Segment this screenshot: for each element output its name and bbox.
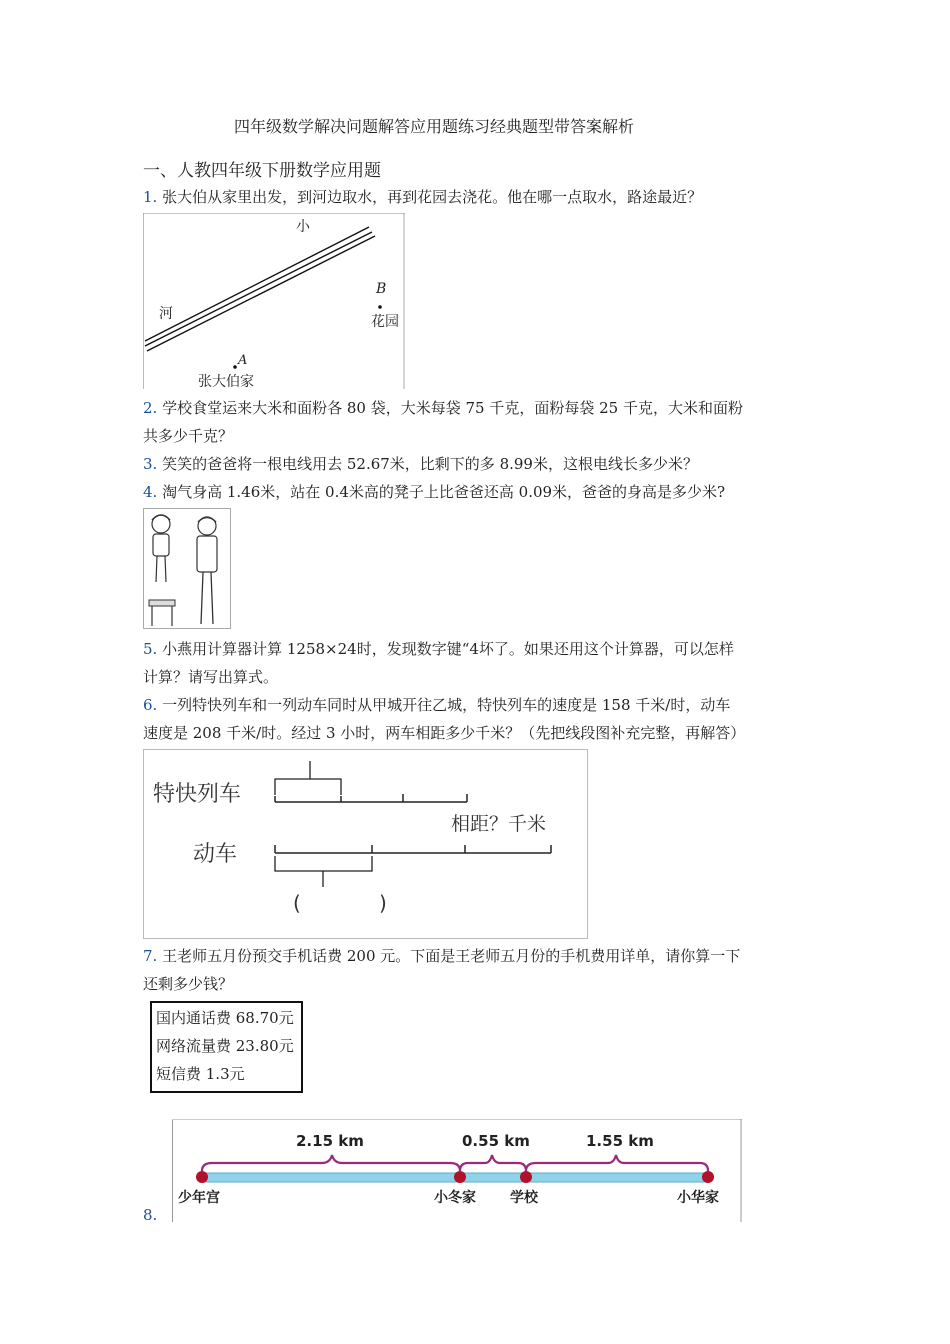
place-xiaodong-home: 小冬家 <box>434 1190 476 1206</box>
place-shaonian-gong: 少年宫 <box>178 1190 220 1206</box>
page-title: 四年级数学解决问题解答应用题练习经典题型带答案解析 <box>234 117 635 136</box>
question-number: 7. <box>143 947 158 965</box>
question-number: 3. <box>143 455 158 473</box>
question-7-line-2: 还剩多少钱？ <box>143 975 234 993</box>
question-2 <box>143 398 743 418</box>
river-bank-line <box>145 227 369 341</box>
question-text: 学校食堂运来大米和面粉各 80 袋，大米每袋 75 千克，面粉每袋 25 千克，大米和面粉 <box>162 399 743 417</box>
question-1 <box>143 187 702 207</box>
question-5-line-2: 计算？请写出算式。 <box>143 668 279 686</box>
brace-school-to-xiaohua <box>526 1155 708 1171</box>
bill-item-sms: 短信费 1.3元 <box>156 1065 245 1083</box>
distance-label: 相距？千米 <box>451 813 547 835</box>
place-school: 学校 <box>510 1190 538 1206</box>
phone-bill-box <box>150 1001 303 1093</box>
stool <box>149 600 175 606</box>
question-3 <box>143 454 698 474</box>
section-heading: 一、人教四年级下册数学应用题 <box>143 161 381 181</box>
question-text: 淘气身高 1.46米，站在 0.4米高的凳子上比爸爸还高 0.09米，爸爸的身高是多少米? <box>162 483 726 501</box>
xiaohua-home-dot <box>702 1171 714 1183</box>
boy-and-dad-illustration <box>143 508 231 629</box>
question-number: 5. <box>143 640 158 658</box>
question-text: 张大伯从家里出发，到河边取水，再到花园去浇花。他在哪一点取水，路途最近？ <box>162 188 703 206</box>
river-bank-line <box>147 236 375 351</box>
question-number: 1. <box>143 188 158 206</box>
question-4 <box>143 482 725 502</box>
bill-item-data-traffic: 网络流量费 23.80元 <box>156 1037 294 1055</box>
question-number: 6. <box>143 696 158 714</box>
shaonian-gong-dot <box>196 1171 208 1183</box>
bill-item-domestic-calls: 国内通话费 68.70元 <box>156 1009 294 1027</box>
place-xiaohua-home: 小华家 <box>677 1190 719 1206</box>
question-8 <box>143 1205 157 1225</box>
line-segment-diagram <box>143 749 588 939</box>
point-a-label: A <box>238 353 248 368</box>
question-number: 4. <box>143 483 158 501</box>
question-6 <box>143 695 730 715</box>
high-speed-train-brace <box>275 856 372 871</box>
question-7 <box>143 946 740 966</box>
question-number: 2. <box>143 399 158 417</box>
height-comparison-figure <box>143 508 231 629</box>
question-text: 一列特快列车和一列动车同时从甲城开往乙城，特快列车的速度是 158 千米/时，动车 <box>162 696 731 714</box>
answer-paren-close: ) <box>379 891 387 915</box>
distance-label-2: 0.55 km <box>462 1132 530 1150</box>
river-label-left: 河 <box>159 306 173 322</box>
question-text: 小燕用计算器计算 1258×24时，发现数字键“4坏了。如果还用这个计算器，可以怎样 <box>162 640 734 658</box>
school-dot <box>520 1171 532 1183</box>
distance-label-3: 1.55 km <box>586 1132 654 1150</box>
fast-train-label: 特快列车 <box>153 782 242 807</box>
point-a-dot <box>233 365 237 369</box>
brace-shaonian-to-xiaodong <box>202 1155 460 1171</box>
home-label: 张大伯家 <box>198 374 254 389</box>
xiaodong-home-dot <box>454 1171 466 1183</box>
boy-body <box>153 534 169 556</box>
answer-paren-open: ( <box>293 891 301 915</box>
river-map-figure <box>143 213 405 389</box>
question-text: 王老师五月份预交手机话费 200 元。下面是王老师五月份的手机费用详单，请你算一下 <box>162 947 741 965</box>
high-speed-train-label: 动车 <box>193 842 238 867</box>
point-b-dot <box>378 305 382 309</box>
river-map <box>143 213 405 389</box>
river-bank-line <box>145 232 372 346</box>
brace-xiaodong-to-school <box>460 1155 526 1171</box>
river-label-top: 小 <box>296 219 310 235</box>
fast-train-brace <box>275 779 341 795</box>
point-b-label: B <box>376 281 387 297</box>
question-number: 8. <box>143 1206 158 1224</box>
distance-label-1: 2.15 km <box>296 1132 364 1150</box>
dad-body <box>197 536 217 572</box>
question-text: 笑笑的爸爸将一根电线用去 52.67米，比剩下的多 8.99米，这根电线长多少米？ <box>162 455 698 473</box>
question-5 <box>143 639 734 659</box>
garden-label: 花园 <box>371 314 399 330</box>
distance-map-figure <box>172 1119 742 1222</box>
question-6-line-2: 速度是 208 千米/时。经过 3 小时，两车相距多少千米？（先把线段图补充完整，再解答） <box>143 724 746 742</box>
question-2-line-2: 共多少千克？ <box>143 427 234 445</box>
